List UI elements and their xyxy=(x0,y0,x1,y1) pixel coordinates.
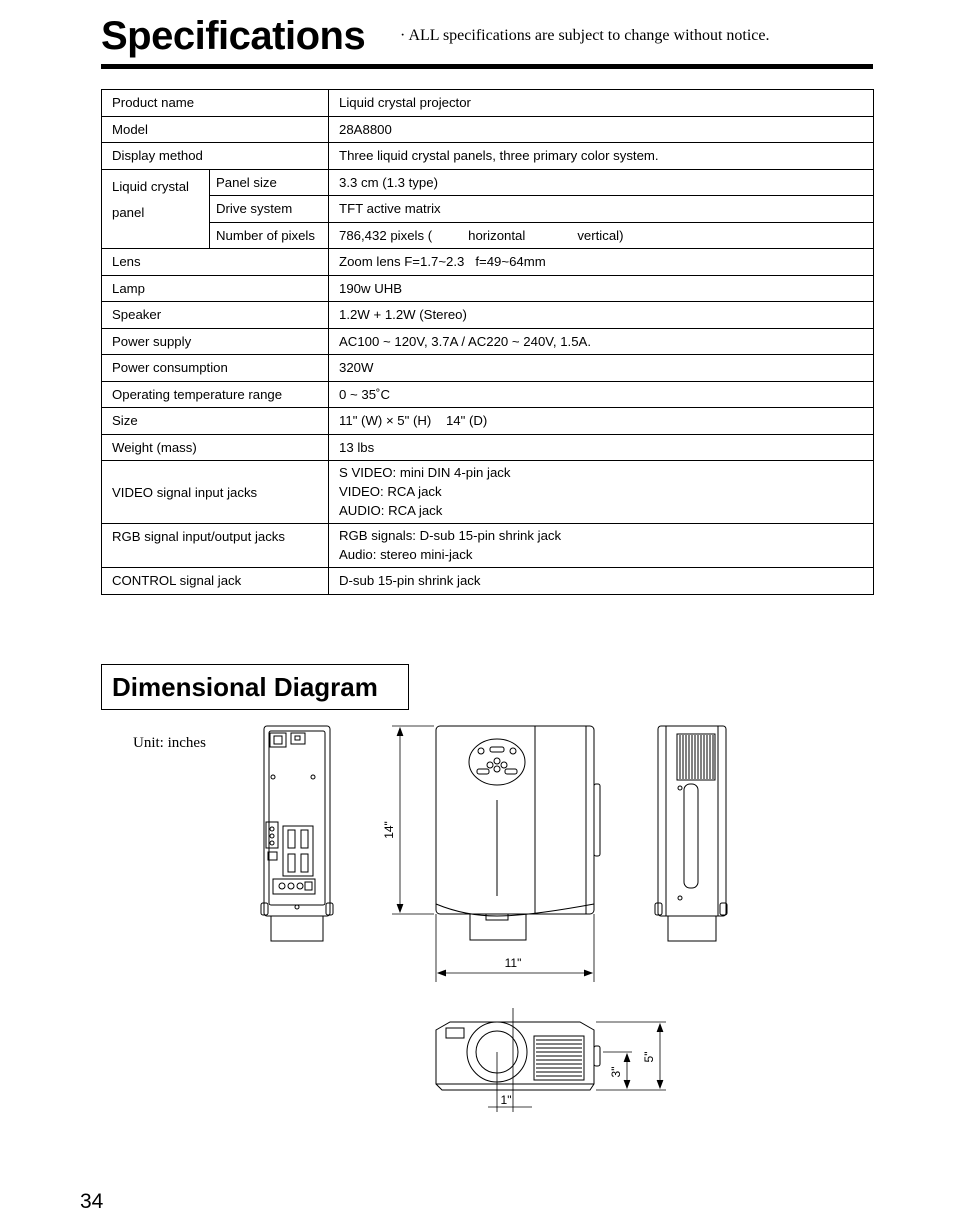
spec-label: Display method xyxy=(102,143,329,170)
spec-value: TFT active matrix xyxy=(329,196,874,223)
lens-offset-dimension-label: 1" xyxy=(500,1093,512,1107)
spec-value: D-sub 15-pin shrink jack xyxy=(329,568,874,595)
spec-value: 320W xyxy=(329,355,874,382)
height-dimension-label: 5" xyxy=(642,1051,656,1063)
spec-label: VIDEO signal input jacks xyxy=(102,461,329,524)
spec-value: Three liquid crystal panels, three primary color system. xyxy=(329,143,874,170)
spec-label: Speaker xyxy=(102,302,329,329)
spec-value-line: S VIDEO: mini DIN 4-pin jack xyxy=(339,465,511,480)
spec-value: 13 lbs xyxy=(329,434,874,461)
spec-label: Power consumption xyxy=(102,355,329,382)
spec-sublabel: Drive system xyxy=(210,196,329,223)
spec-label: Weight (mass) xyxy=(102,434,329,461)
side-view-drawing xyxy=(655,726,727,941)
spec-label: CONTROL signal jack xyxy=(102,568,329,595)
spec-label-line: panel xyxy=(112,204,145,220)
spec-value-line: AUDIO: RCA jack xyxy=(339,503,443,518)
spec-value: Liquid crystal projector xyxy=(329,90,874,117)
dimension-lines xyxy=(392,726,666,1112)
spec-value-line: RGB signals: D-sub 15-pin shrink jack xyxy=(339,528,562,543)
page-number: 34 xyxy=(80,1190,104,1213)
top-view-drawing xyxy=(436,726,600,940)
rear-view-drawing xyxy=(261,726,333,941)
spec-sublabel: Panel size xyxy=(210,169,329,196)
spec-value: 3.3 cm (1.3 type) xyxy=(329,169,874,196)
spec-sublabel: Number of pixels xyxy=(210,222,329,249)
spec-label: Power supply xyxy=(102,328,329,355)
spec-value: 11" (W) × 5" (H) 14" (D) xyxy=(329,408,874,435)
spec-label: Product name xyxy=(102,90,329,117)
spec-value: 1.2W + 1.2W (Stereo) xyxy=(329,302,874,329)
pixels-value-a: 786,432 pixels ( xyxy=(339,227,433,243)
spec-label-line: Liquid crystal xyxy=(112,178,189,194)
spec-label: Lamp xyxy=(102,275,329,302)
spec-label: RGB signal input/output jacks xyxy=(102,524,329,568)
spec-label: Operating temperature range xyxy=(102,381,329,408)
spec-label: Model xyxy=(102,116,329,143)
width-dimension-label: 11" xyxy=(504,956,522,970)
spec-value: 190w UHB xyxy=(329,275,874,302)
front-view-drawing xyxy=(436,1022,600,1090)
spec-notice: · ALL specifications are subject to change without notice. xyxy=(400,27,770,44)
spec-value: 0 ~ 35˚C xyxy=(329,381,874,408)
spec-value: Zoom lens F=1.7~2.3 f=49~64mm xyxy=(329,249,874,276)
spec-label: Size xyxy=(102,408,329,435)
spec-value: AC100 ~ 120V, 3.7A / AC220 ~ 240V, 1.5A. xyxy=(329,328,874,355)
spec-value-line: Audio: stereo mini-jack xyxy=(339,547,473,562)
depth-dimension-label: 14" xyxy=(382,821,396,839)
unit-note: Unit: inches xyxy=(133,735,206,751)
spec-label: Lens xyxy=(102,249,329,276)
pixels-value-b: horizontal xyxy=(468,227,526,243)
spec-value: 28A8800 xyxy=(329,116,874,143)
pixels-value-c: vertical) xyxy=(577,227,624,243)
page-title: Specifications xyxy=(101,14,366,58)
lens-height-dimension-label: 3" xyxy=(609,1066,623,1078)
spec-value-line: VIDEO: RCA jack xyxy=(339,484,442,499)
section-heading: Dimensional Diagram xyxy=(112,672,378,702)
